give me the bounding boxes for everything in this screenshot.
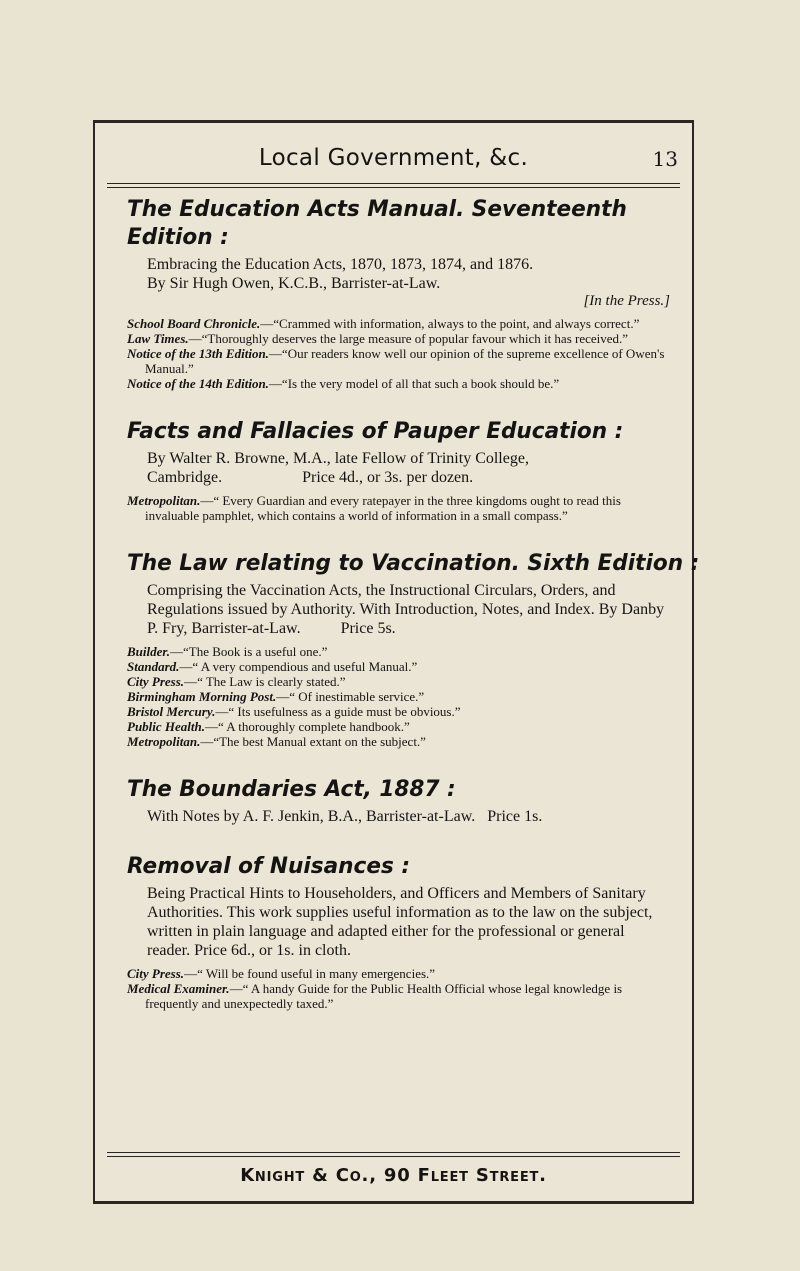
publisher-imprint: Knight & Co., 90 Fleet Street. — [240, 1165, 547, 1186]
review-quote: Public Health.—“ A thoroughly complete handbook.” — [127, 719, 410, 734]
review-quote: Builder.—“The Book is a useful one.” — [127, 644, 328, 659]
review-quotes — [127, 316, 670, 391]
entry-body-line: By Walter R. Browne, M.A., late Fellow of Trinity College, — [147, 450, 529, 467]
review-quote: Bristol Mercury.—“ Its usefulness as a guide must be obvious.” — [127, 704, 461, 719]
review-quote: Notice of the 14th Edition.—“Is the very model of all that such a book should be.” — [127, 376, 560, 391]
review-quote: City Press.—“ The Law is clearly stated.” — [127, 674, 346, 689]
review-quote: Medical Examiner.—“ A handy Guide for the Public Health Official whose legal knowledge is frequently and unexpectedly taxed.” — [127, 981, 623, 1011]
review-quotes — [127, 493, 670, 523]
entry-body-line: With Notes by A. F. Jenkin, B.A., Barrister-at-Law. Price 1s. — [147, 808, 543, 825]
advert-entry-education-acts — [127, 195, 670, 391]
footer-rule-thin — [107, 1156, 680, 1157]
entry-body-line: Embracing the Education Acts, 1870, 1873, 1874, and 1876. — [147, 256, 534, 273]
review-quote: Birmingham Morning Post.—“ Of inestimable service.” — [127, 689, 425, 704]
advert-entry-boundaries-act — [127, 775, 670, 826]
entry-heading: The Education Acts Manual. Seventeenth Edition : — [127, 196, 627, 250]
review-quote: Law Times.—“Thoroughly deserves the large measure of popular favour which it has received.” — [127, 331, 629, 346]
review-quote: Notice of the 13th Edition.—“Our readers know well our opinion of the supreme excellence of Owen's Manual.” — [127, 346, 665, 376]
entry-heading: Removal of Nuisances : — [127, 853, 411, 879]
advert-entry-vaccination — [127, 549, 700, 749]
advert-entry-pauper-education — [127, 417, 670, 523]
footer-rule — [107, 1152, 680, 1153]
entry-body-text: Being Practical Hints to Householders, and Officers and Members of Sanitary Authorities. This work supplies useful information as to the law on the subject, written in plain language and adapted either for the professional or general reader. Price 6d., or 1s. in cloth. — [147, 885, 653, 959]
running-head-title: Local Government, &c. — [258, 145, 529, 171]
review-quote: Standard.—“ A very compendious and useful Manual.” — [127, 659, 418, 674]
review-quotes — [127, 966, 670, 1011]
entry-body-line: Cambridge. Price 4d., or 3s. per dozen. — [147, 469, 474, 486]
page-frame — [93, 120, 700, 1204]
entry-heading: The Boundaries Act, 1887 : — [127, 776, 456, 802]
review-quote: Metropolitan.—“ Every Guardian and every ratepayer in the three kingdoms ought to read this invaluable pamphlet, which contains a world of information in a small compass.” — [127, 493, 621, 523]
page-number: 13 — [652, 147, 678, 171]
advert-list — [127, 181, 700, 1037]
press-note: [In the Press.] — [583, 293, 670, 309]
advert-entry-nuisances — [127, 852, 670, 1011]
review-quote: City Press.—“ Will be found useful in many emergencies.” — [127, 966, 436, 981]
entry-heading: Facts and Fallacies of Pauper Education : — [127, 418, 624, 444]
entry-body-line: By Sir Hugh Owen, K.C.B., Barrister-at-Law. — [147, 275, 441, 292]
review-quote: School Board Chronicle.—“Crammed with information, always to the point, and always correct.” — [127, 316, 640, 331]
review-quotes — [127, 644, 670, 749]
entry-heading: The Law relating to Vaccination. Sixth Edition : — [127, 550, 700, 576]
entry-body-text: Comprising the Vaccination Acts, the Instructional Circulars, Orders, and Regulations issued by Authority. With Introduction, Notes, and Index. By Danby P. Fry, Barrister-at-Law. Price 5s. — [147, 582, 669, 637]
review-quote: Metropolitan.—“The best Manual extant on the subject.” — [127, 734, 426, 749]
